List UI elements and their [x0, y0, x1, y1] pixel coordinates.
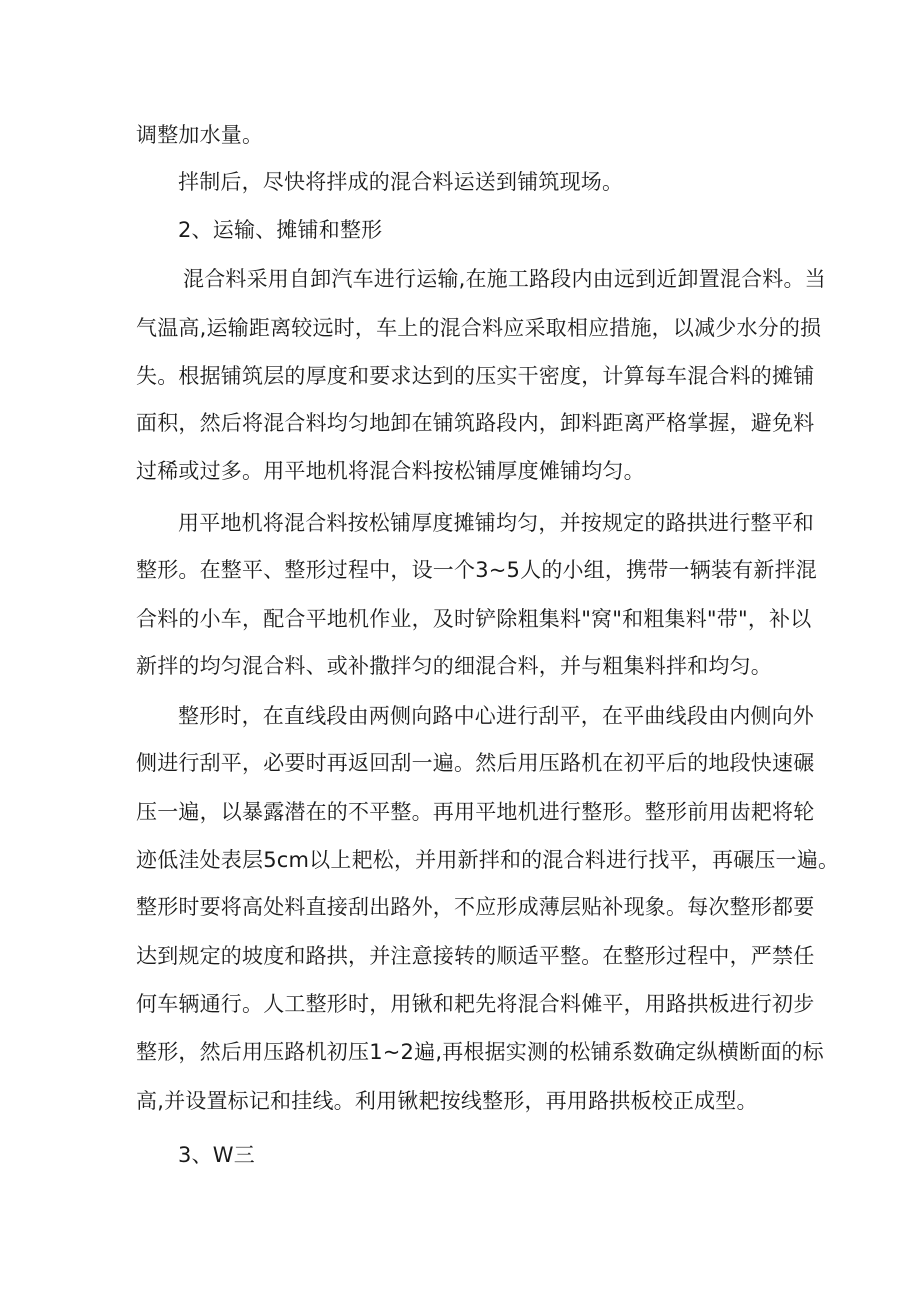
section-heading: 2、运输、摊铺和整形 [178, 218, 383, 242]
text-line: 整形时要将高处料直接刮出路外，不应形成薄层贴补现象。每次整形都要 [136, 895, 815, 919]
text-line: 失。根据铺筑层的厚度和要求达到的压实干密度，计算每车混合料的摊铺 [136, 364, 815, 388]
text-line: 面积，然后将混合料均匀地卸在铺筑路段内，卸料距离严格掌握，避免料 [136, 411, 815, 435]
section-heading: 3、W三 [178, 1143, 255, 1167]
text-line: 调整加水量。 [136, 123, 264, 147]
text-line: 拌制后，尽快将拌成的混合料运送到铺筑现场。 [178, 170, 624, 194]
text-line: 气温高,运输距离较远时，车上的混合料应采取相应措施，以减少水分的损 [136, 316, 822, 340]
text-line: 合料的小车，配合平地机作业，及时铲除粗集料"窝"和粗集料"带"，补以 [136, 607, 812, 631]
text-line: 高,并设置标记和挂线。利用锹耙按线整形，再用路拱板校正成型。 [136, 1089, 758, 1113]
text-line: 整形。在整平、整形过程中，设一个3~5人的小组，携带一辆装有新拌混 [136, 558, 817, 582]
text-line: 整形，然后用压路机初压1~2遍,再根据实测的松铺系数确定纵横断面的标 [136, 1040, 824, 1064]
text-line: 整形时，在直线段由两侧向路中心进行刮平，在平曲线段由内侧向外 [178, 704, 814, 728]
text-line: 混合料采用自卸汽车进行运输,在施工路段内由远到近卸置混合料。当 [183, 267, 826, 291]
text-line: 迹低洼处表层5cm以上耙松，并用新拌和的混合料进行找平，再碾压一遍。 [136, 848, 840, 872]
text-line: 何车辆通行。人工整形时，用锹和耙先将混合料傩平，用路拱板进行初步 [136, 992, 815, 1016]
text-line: 新拌的均匀混合料、或补撒拌匀的细混合料，并与粗集料拌和均匀。 [136, 654, 772, 678]
text-line: 侧进行刮平，必要时再返回刮一遍。然后用压路机在初平后的地段快速碾 [136, 751, 815, 775]
text-line: 用平地机将混合料按松铺厚度摊铺均匀，并按规定的路拱进行整平和 [178, 511, 814, 535]
text-line: 达到规定的坡度和路拱，并注意接转的顺适平整。在整形过程中，严禁任 [136, 944, 815, 968]
text-line: 过稀或过多。用平地机将混合料按松铺厚度傩铺均匀。 [136, 459, 645, 483]
text-line: 压一遍，以暴露潜在的不平整。再用平地机进行整形。整形前用齿耙将轮 [136, 800, 815, 824]
